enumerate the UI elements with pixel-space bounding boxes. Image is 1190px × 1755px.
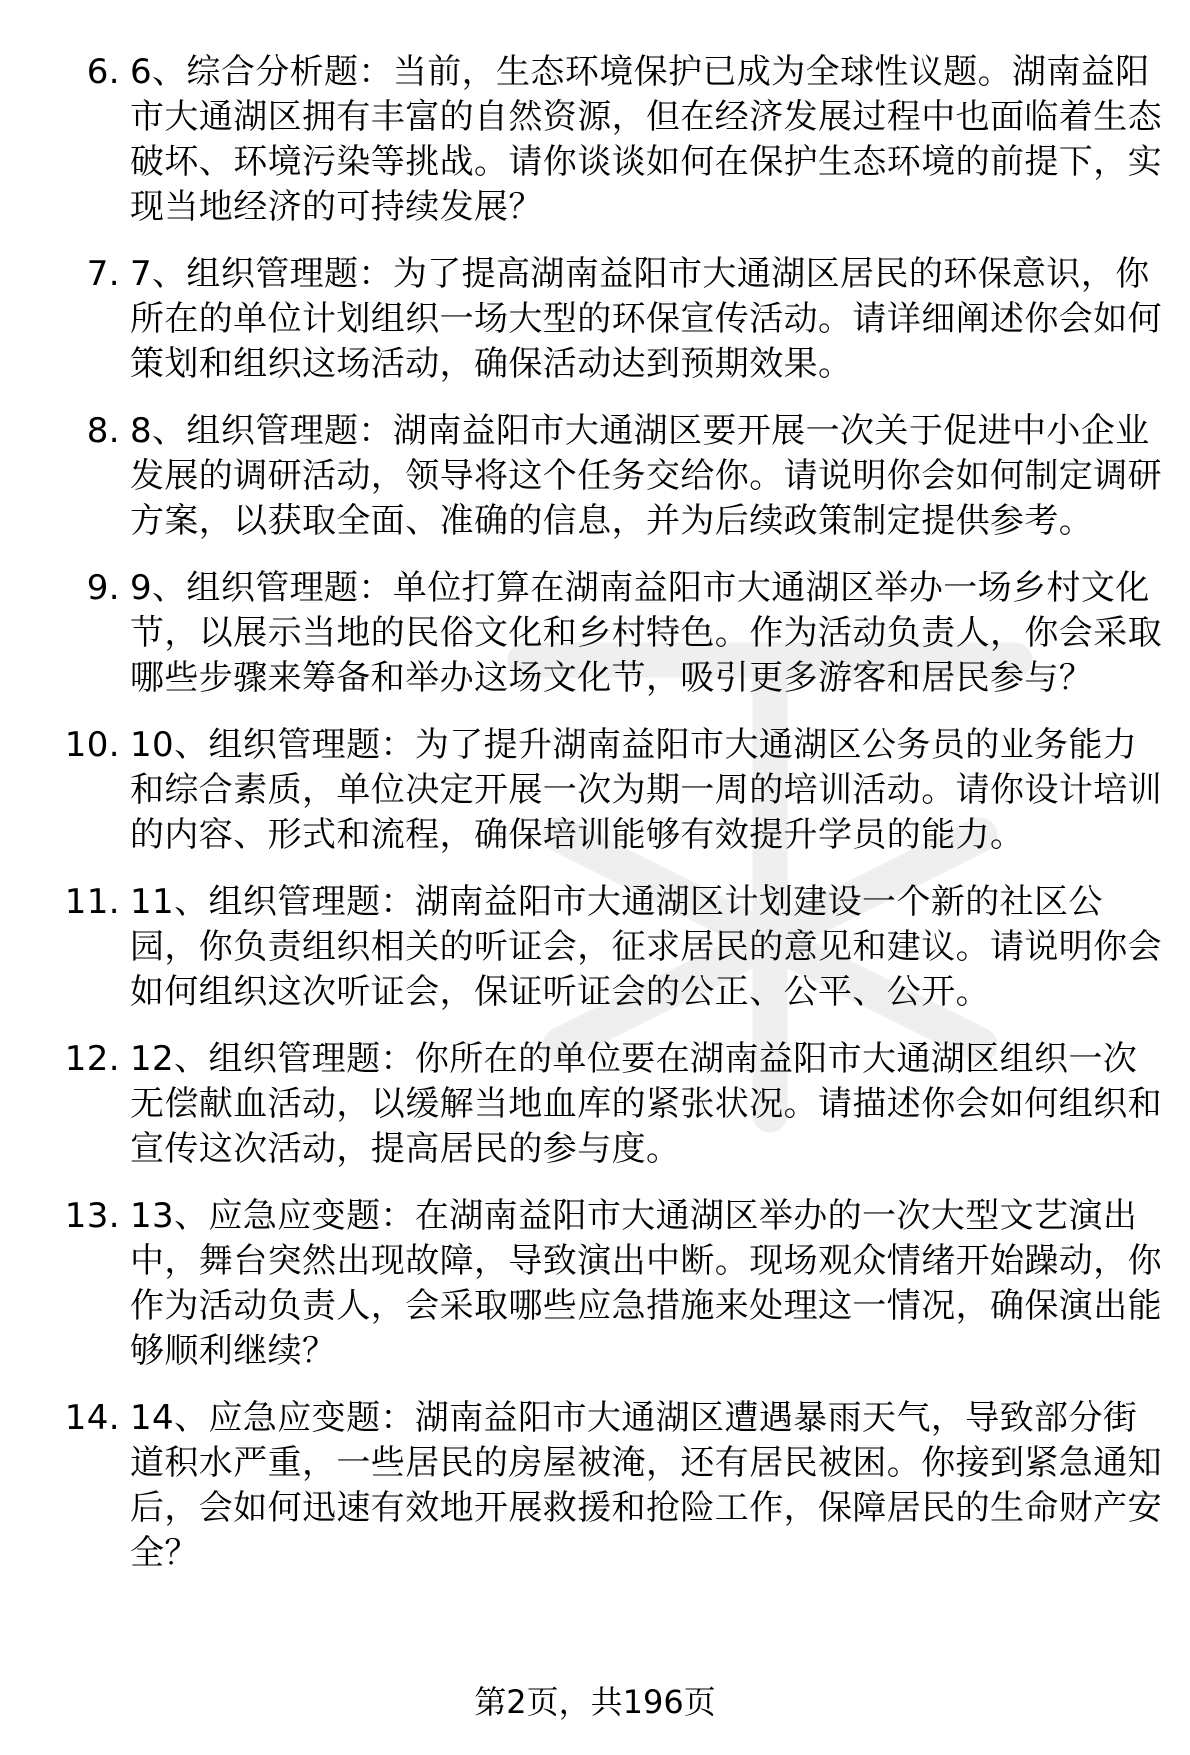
question-text: 6、综合分析题：当前，生态环境保护已成为全球性议题。湖南益阳市大通湖区拥有丰富的自然资源，但在经济发展过程中也面临着生态破坏、环境污染等挑战。请你谈谈如何在保护生态环境的前提下，实现当地经济的可持续发展？ (130, 52, 1162, 227)
question-number: 14. (64, 1398, 120, 1438)
question-text: 11、组织管理题：湖南益阳市大通湖区计划建设一个新的社区公园，你负责组织相关的听证会，征求居民的意见和建议。请说明你会如何组织这次听证会，保证听证会的公正、公平、公开。 (130, 882, 1162, 1012)
question-text: 13、应急应变题：在湖南益阳市大通湖区举办的一次大型文艺演出中，舞台突然出现故障，导致演出中断。现场观众情绪开始躁动，你作为活动负责人，会采取哪些应急措施来处理这一情况，确保演出能够顺利继续？ (130, 1196, 1162, 1371)
page-number-footer: 第2页，共196页 (474, 1683, 716, 1721)
question-number: 9. (86, 568, 120, 608)
question-item-6 (60, 50, 1180, 230)
question-item-9 (60, 566, 1180, 701)
question-number: 12. (64, 1039, 120, 1079)
question-text: 12、组织管理题：你所在的单位要在湖南益阳市大通湖区组织一次无偿献血活动，以缓解当地血库的紧张状况。请描述你会如何组织和宣传这次活动，提高居民的参与度。 (130, 1039, 1162, 1169)
question-number: 10. (64, 725, 120, 765)
question-text: 8、组织管理题：湖南益阳市大通湖区要开展一次关于促进中小企业发展的调研活动，领导将这个任务交给你。请说明你会如何制定调研方案，以获取全面、准确的信息，并为后续政策制定提供参考。 (130, 411, 1162, 541)
question-item-14 (60, 1396, 1180, 1576)
question-list (60, 50, 1180, 1598)
question-number: 11. (64, 882, 120, 922)
question-number: 7. (86, 254, 120, 294)
question-item-8 (60, 409, 1180, 544)
question-item-7 (60, 252, 1180, 387)
question-text: 7、组织管理题：为了提高湖南益阳市大通湖区居民的环保意识，你所在的单位计划组织一场大型的环保宣传活动。请详细阐述你会如何策划和组织这场活动，确保活动达到预期效果。 (130, 254, 1162, 384)
question-text: 9、组织管理题：单位打算在湖南益阳市大通湖区举办一场乡村文化节，以展示当地的民俗文化和乡村特色。作为活动负责人，你会采取哪些步骤来筹备和举办这场文化节，吸引更多游客和居民参与？ (130, 568, 1162, 698)
question-item-10 (60, 723, 1180, 858)
question-text: 14、应急应变题：湖南益阳市大通湖区遭遇暴雨天气，导致部分街道积水严重，一些居民的房屋被淹，还有居民被困。你接到紧急通知后，会如何迅速有效地开展救援和抢险工作，保障居民的生命财产安全？ (130, 1398, 1162, 1573)
question-item-12 (60, 1037, 1180, 1172)
question-item-11 (60, 880, 1180, 1015)
question-text: 10、组织管理题：为了提升湖南益阳市大通湖区公务员的业务能力和综合素质，单位决定开展一次为期一周的培训活动。请你设计培训的内容、形式和流程，确保培训能够有效提升学员的能力。 (130, 725, 1162, 855)
question-item-13 (60, 1194, 1180, 1374)
question-number: 13. (64, 1196, 120, 1236)
question-number: 6. (86, 52, 120, 92)
question-number: 8. (86, 411, 120, 451)
